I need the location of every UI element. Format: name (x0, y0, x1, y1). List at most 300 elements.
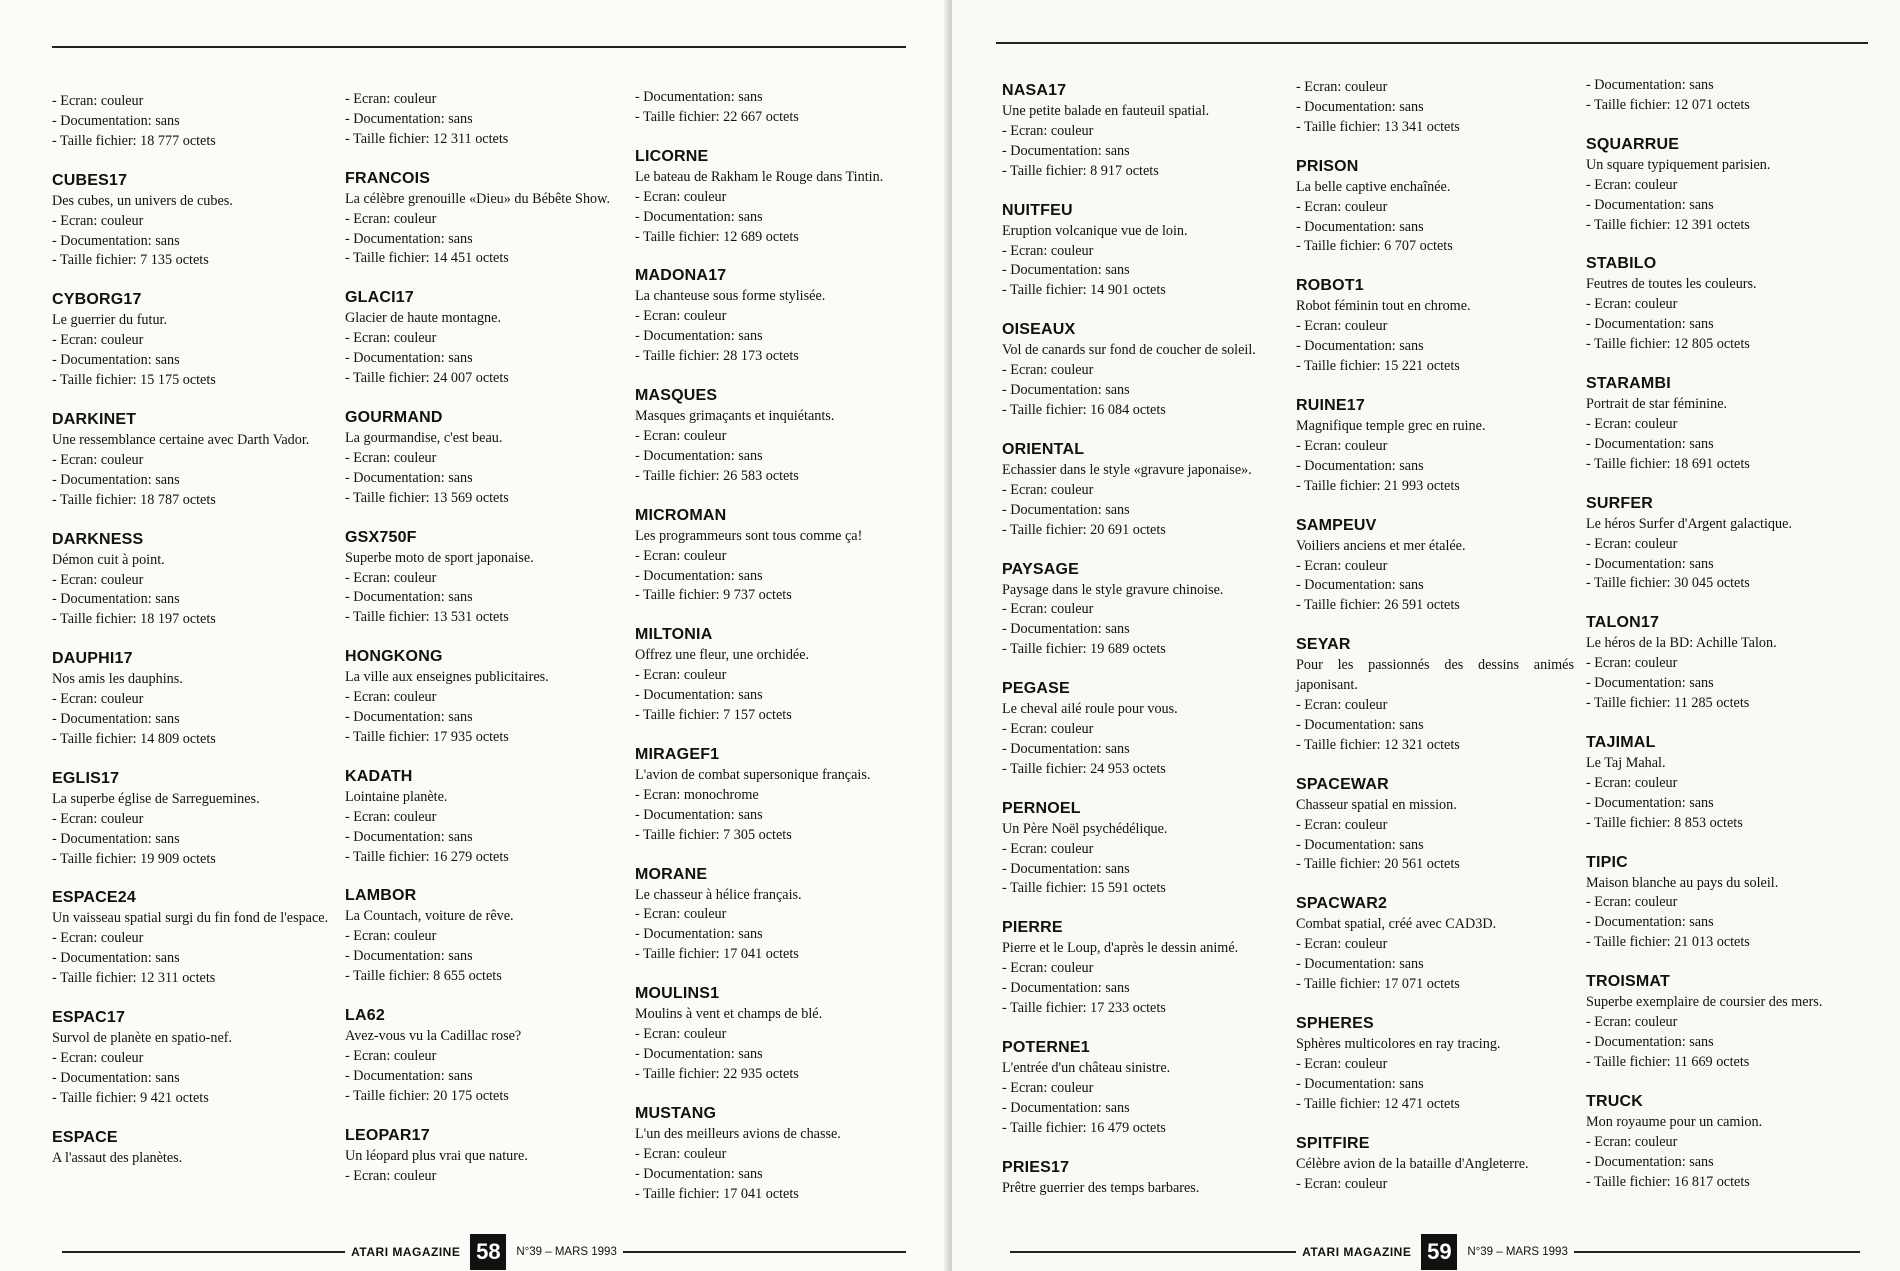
entry-detail: - Documentation: sans (1002, 980, 1130, 997)
entry-detail: - Documentation: sans (635, 328, 763, 345)
page-right (952, 0, 1900, 1271)
entry-detail: - Ecran: couleur (1002, 960, 1094, 977)
page-left (0, 0, 948, 1271)
entry-detail: - Ecran: couleur (1586, 774, 1678, 791)
entry-title: MASQUES (635, 387, 718, 405)
entry-description: La célèbre grenouille «Dieu» du Bébête Show. (345, 190, 611, 207)
entry-detail: - Taille fichier: 18 691 octets (1586, 455, 1750, 472)
entry-detail: - Ecran: couleur (345, 330, 437, 347)
entry-detail: - Taille fichier: 17 233 octets (1002, 1000, 1166, 1017)
catalog-entry (52, 529, 332, 631)
entry-title: MORANE (635, 865, 708, 883)
entry-description: L'un des meilleurs avions de chasse. (635, 1125, 841, 1142)
entry-detail: - Taille fichier: 20 175 octets (345, 1087, 509, 1104)
entry-detail: - Documentation: sans (1296, 956, 1424, 973)
entry-detail: - Taille fichier: 24 007 octets (345, 370, 509, 387)
entry-title: LA62 (345, 1007, 385, 1025)
entry-title: ROBOT1 (1296, 277, 1364, 295)
entry-detail: - Ecran: couleur (635, 188, 727, 205)
top-rule (996, 42, 1868, 44)
entry-title: STABILO (1586, 255, 1657, 273)
catalog-entry (1296, 634, 1574, 756)
entry-detail: - Ecran: couleur (1002, 840, 1094, 857)
entry-detail: - Taille fichier: 15 175 octets (52, 372, 216, 389)
entry-description: Un léopard plus vrai que nature. (345, 1147, 528, 1164)
entry-detail: - Taille fichier: 19 689 octets (1002, 641, 1166, 658)
entry-title: ESPACE (52, 1128, 118, 1146)
catalog-entry (635, 624, 905, 726)
entry-detail: - Taille fichier: 17 041 octets (635, 1185, 799, 1202)
page-footer (1010, 1232, 1860, 1271)
entry-detail: - Taille fichier: 16 817 octets (1586, 1173, 1750, 1190)
catalog-entry (52, 409, 332, 511)
catalog-entry (345, 1005, 617, 1107)
entry-detail: - Taille fichier: 8 655 octets (345, 968, 502, 985)
entry-description: Chasseur spatial en mission. (1296, 796, 1457, 813)
entry-detail: - Taille fichier: 9 737 octets (635, 587, 792, 604)
entry-detail: - Ecran: couleur (1296, 318, 1388, 335)
entry-title: LEOPAR17 (345, 1126, 430, 1144)
entry-title: ESPACE24 (52, 889, 137, 907)
entry-title: RUINE17 (1296, 396, 1365, 414)
entry-title: NUITFEU (1002, 201, 1073, 219)
entry-detail: - Taille fichier: 28 173 octets (635, 348, 799, 365)
entry-detail: - Documentation: sans (635, 1046, 763, 1062)
catalog-entry (345, 646, 617, 748)
entry-description: Feutres de toutes les couleurs. (1586, 276, 1757, 293)
entry-detail: - Documentation: sans (345, 948, 473, 965)
entry-description: Un square typiquement parisien. (1586, 156, 1771, 173)
entry-detail: - Taille fichier: 15 221 octets (1296, 358, 1460, 375)
entry-detail: - Documentation: sans (1002, 501, 1130, 518)
entry-detail: - Taille fichier: 13 569 octets (345, 489, 509, 506)
entry-detail: - Ecran: couleur (1296, 936, 1388, 953)
entry-title: PEGASE (1002, 680, 1070, 698)
entry-description: Magnifique temple grec en ruine. (1296, 417, 1486, 434)
entry-detail: - Documentation: sans (1586, 555, 1714, 572)
entry-title: GSX750F (345, 528, 417, 546)
entry-detail: - Taille fichier: 20 691 octets (1002, 521, 1166, 538)
entry-detail: - Ecran: couleur (1586, 415, 1678, 432)
entry-detail: - Documentation: sans (1586, 435, 1714, 452)
entry-title: PIERRE (1002, 919, 1063, 937)
entry-detail: - Ecran: couleur (1586, 296, 1678, 313)
entry-detail: - Documentation: sans (635, 567, 763, 584)
catalog-entry (1296, 275, 1574, 377)
catalog-entry (1296, 774, 1574, 876)
entry-detail: - Ecran: couleur (635, 427, 727, 444)
entry-detail: - Documentation: sans (1296, 457, 1424, 474)
catalog-entry (1002, 678, 1280, 780)
entry-detail: - Taille fichier: 15 591 octets (1002, 880, 1166, 897)
entry-detail: - Taille fichier: 8 917 octets (1002, 162, 1159, 179)
entry-detail: - Ecran: couleur (52, 1050, 144, 1066)
entry-description: Un vaisseau spatial surgi du fin fond de l'espace. (52, 910, 329, 927)
issue-label: N°39 – MARS 1993 (516, 1246, 617, 1258)
entry-title: DAUPHI17 (52, 650, 133, 668)
entry-description: Moulins à vent et champs de blé. (635, 1006, 823, 1023)
entry-description: Survol de planète en spatio-nef. (52, 1030, 233, 1047)
entry-description: Nos amis les dauphins. (52, 671, 183, 688)
entry-detail: - Ecran: couleur (635, 308, 727, 325)
entry-detail: - Taille fichier: 18 787 octets (52, 491, 216, 508)
entry-detail: - Documentation: sans (1296, 836, 1424, 853)
entry-detail: - Ecran: couleur (1586, 535, 1678, 552)
entry-title: LAMBOR (345, 887, 417, 905)
entry-description: Le bateau de Rakham le Rouge dans Tintin. (635, 168, 884, 185)
entry-detail: - Ecran: couleur (345, 1167, 437, 1184)
column-2 (1296, 78, 1574, 1194)
catalog-entry (635, 744, 905, 846)
entry-detail: - Documentation: sans (1586, 794, 1714, 811)
column-1 (52, 92, 332, 1169)
catalog-entry (1586, 612, 1856, 714)
entry-detail: - Documentation: sans (52, 950, 180, 967)
catalog-entry (1586, 253, 1856, 355)
entry-description: Une ressemblance certaine avec Darth Vador. (52, 431, 310, 448)
catalog-entry (635, 385, 905, 487)
entry-detail: - Ecran: couleur (1002, 601, 1094, 618)
entry-detail: - Ecran: couleur (52, 810, 144, 827)
catalog-entry (1296, 893, 1574, 995)
entry-detail: - Taille fichier: 14 451 octets (345, 250, 509, 267)
entry-title: MILTONIA (635, 626, 713, 644)
catalog-entry (52, 92, 332, 152)
column-3 (635, 88, 905, 1204)
entry-description: Avez-vous vu la Cadillac rose? (345, 1028, 522, 1045)
catalog-entry (1586, 852, 1856, 954)
entry-title: CYBORG17 (52, 291, 142, 309)
entry-title: PRISON (1296, 157, 1359, 175)
entry-title: CUBES17 (52, 171, 128, 189)
entry-detail: - Taille fichier: 12 311 octets (52, 970, 216, 987)
entry-detail: - Taille fichier: 12 471 octets (1296, 1095, 1460, 1112)
entry-detail: - Documentation: sans (1296, 338, 1424, 355)
catalog-entry (1002, 917, 1280, 1019)
catalog-entry (1002, 559, 1280, 661)
entry-description: La gourmandise, c'est beau. (345, 429, 503, 446)
entry-description: Le Taj Mahal. (1586, 754, 1666, 771)
entry-description: Glacier de haute montagne. (345, 310, 501, 327)
entry-description: Paysage dans le style gravure chinoise. (1002, 581, 1224, 598)
entry-detail: - Documentation: sans (345, 828, 473, 845)
entry-description: L'entrée d'un château sinistre. (1002, 1060, 1171, 1076)
catalog-entry (1586, 76, 1856, 116)
catalog-entry (1586, 971, 1856, 1073)
entry-title: MUSTANG (635, 1104, 717, 1122)
column-1 (1002, 80, 1280, 1199)
entry-detail: - Taille fichier: 11 285 octets (1586, 695, 1750, 712)
entry-description: L'avion de combat supersonique français. (635, 766, 871, 783)
entry-detail: - Documentation: sans (52, 232, 180, 249)
entry-description: Robot féminin tout en chrome. (1296, 298, 1471, 315)
entry-detail: - Ecran: couleur (1002, 481, 1094, 498)
entry-description: La belle captive enchaînée. (1296, 178, 1451, 195)
entry-detail: - Taille fichier: 24 953 octets (1002, 760, 1166, 777)
catalog-entry (1296, 1013, 1574, 1115)
catalog-entry (1002, 1157, 1280, 1199)
entry-detail: - Documentation: sans (1002, 382, 1130, 399)
catalog-entry (1296, 78, 1574, 138)
catalog-entry (1586, 1091, 1856, 1193)
entry-description: Célèbre avion de la bataille d'Angleterre. (1296, 1155, 1529, 1172)
catalog-entry (1296, 156, 1574, 258)
entry-detail: - Ecran: couleur (635, 906, 727, 923)
catalog-entry (1002, 439, 1280, 541)
entry-description: Le héros de la BD: Achille Talon. (1586, 635, 1777, 652)
column-2 (345, 90, 617, 1187)
catalog-entry (635, 88, 905, 128)
entry-detail: - Taille fichier: 17 071 octets (1296, 976, 1460, 993)
footer-rule (1010, 1251, 1296, 1253)
entry-description: Offrez une fleur, une orchidée. (635, 647, 810, 664)
catalog-entry (1586, 493, 1856, 595)
entry-detail: - Documentation: sans (52, 830, 180, 847)
entry-detail: - Ecran: couleur (1586, 655, 1678, 672)
entry-title: GLACI17 (345, 289, 414, 307)
catalog-entry (1002, 80, 1280, 182)
entry-detail: - Taille fichier: 14 901 octets (1002, 282, 1166, 299)
entry-detail: - Taille fichier: 26 583 octets (635, 467, 799, 484)
catalog-entry (345, 168, 617, 270)
entry-description: Combat spatial, créé avec CAD3D. (1296, 916, 1497, 933)
entry-detail: - Ecran: couleur (1002, 122, 1094, 139)
entry-detail: - Documentation: sans (52, 112, 180, 129)
catalog-entry (1296, 515, 1574, 617)
entry-title: EGLIS17 (52, 769, 120, 787)
entry-detail: - Ecran: couleur (345, 449, 437, 466)
catalog-entry (345, 1125, 617, 1187)
entry-description: A l'assaut des planètes. (52, 1149, 183, 1166)
entry-detail: - Taille fichier: 22 667 octets (635, 108, 799, 125)
entry-detail: - Ecran: couleur (345, 210, 437, 227)
entry-title: OISEAUX (1002, 321, 1076, 339)
entry-detail: - Documentation: sans (1002, 621, 1130, 638)
entry-detail: - Ecran: couleur (1296, 697, 1388, 714)
entry-description: La superbe église de Sarreguemines. (52, 790, 260, 807)
entry-detail: - Taille fichier: 7 157 octets (635, 707, 792, 724)
catalog-entry (1296, 395, 1574, 497)
entry-description: Portrait de star féminine. (1586, 396, 1728, 413)
entry-detail: - Documentation: sans (635, 687, 763, 704)
entry-detail: - Documentation: sans (635, 208, 763, 225)
entry-detail: - Taille fichier: 18 777 octets (52, 132, 216, 149)
entry-detail: - Documentation: sans (635, 89, 763, 105)
entry-title: SQUARRUE (1586, 135, 1680, 153)
entry-title: GOURMAND (345, 408, 443, 426)
footer-rule (62, 1251, 345, 1253)
entry-description: Le héros Surfer d'Argent galactique. (1586, 515, 1792, 532)
entry-title: FRANCOIS (345, 169, 431, 187)
entry-detail: - Ecran: couleur (52, 451, 144, 468)
entry-detail: - Taille fichier: 12 689 octets (635, 228, 799, 245)
column-3 (1586, 76, 1856, 1192)
entry-detail: - Ecran: couleur (1296, 1175, 1388, 1192)
entry-detail: - Taille fichier: 14 809 octets (52, 730, 216, 747)
entry-description: Echassier dans le style «gravure japonaise». (1002, 461, 1252, 478)
entry-detail: - Taille fichier: 21 993 octets (1296, 477, 1460, 494)
entry-detail: - Documentation: sans (635, 806, 763, 823)
entry-detail: - Documentation: sans (1296, 716, 1424, 733)
entry-title: TAJIMAL (1586, 733, 1656, 751)
entry-detail: - Documentation: sans (52, 352, 180, 369)
entry-detail: - Ecran: couleur (1002, 362, 1094, 379)
entry-detail: - Documentation: sans (635, 447, 763, 464)
entry-title: MOULINS1 (635, 985, 720, 1003)
entry-description: Une petite balade en fauteuil spatial. (1002, 103, 1210, 119)
entry-title: MADONA17 (635, 267, 727, 285)
entry-description: La chanteuse sous forme stylisée. (635, 288, 826, 305)
entry-detail: - Ecran: couleur (1002, 721, 1094, 738)
entry-detail: - Ecran: couleur (1296, 557, 1388, 574)
entry-title: ORIENTAL (1002, 440, 1085, 458)
entry-description: Un Père Noël psychédélique. (1002, 820, 1168, 837)
entry-title: POTERNE1 (1002, 1039, 1090, 1056)
entry-detail: - Ecran: couleur (345, 569, 437, 586)
entry-title: TROISMAT (1586, 973, 1670, 991)
entry-detail: - Documentation: sans (1586, 196, 1714, 213)
entry-detail: - Documentation: sans (52, 591, 180, 608)
catalog-entry (1002, 798, 1280, 900)
entry-description: Prêtre guerrier des temps barbares. (1002, 1179, 1200, 1196)
entry-detail: - Taille fichier: 16 279 octets (345, 848, 509, 865)
page-footer (62, 1232, 906, 1271)
entry-detail: - Ecran: couleur (345, 1048, 437, 1064)
entry-detail: - Documentation: sans (345, 1067, 473, 1084)
entry-detail: - Documentation: sans (345, 350, 473, 367)
entry-detail: - Ecran: couleur (345, 928, 437, 945)
catalog-entry (1002, 200, 1280, 302)
entry-description: Démon cuit à point. (52, 551, 165, 568)
entry-detail: - Documentation: sans (345, 110, 473, 127)
entry-detail: - Taille fichier: 20 561 octets (1296, 856, 1460, 873)
entry-title: LICORNE (635, 147, 709, 165)
entry-detail: - Ecran: couleur (52, 212, 144, 229)
entry-description: Voiliers anciens et mer étalée. (1296, 537, 1466, 554)
entry-title: ESPAC17 (52, 1009, 126, 1027)
entry-detail: - Taille fichier: 16 084 octets (1002, 401, 1166, 418)
entry-description: Superbe exemplaire de coursier des mers. (1586, 994, 1823, 1011)
entry-description: La ville aux enseignes publicitaires. (345, 669, 549, 686)
entry-detail: - Documentation: sans (1002, 740, 1130, 757)
entry-detail: - Taille fichier: 12 391 octets (1586, 216, 1750, 233)
entry-detail: - Ecran: couleur (1586, 176, 1678, 193)
catalog-entry (1296, 1133, 1574, 1195)
entry-title: TIPIC (1586, 853, 1628, 871)
entry-detail: - Ecran: couleur (635, 1145, 727, 1162)
entry-detail: - Taille fichier: 12 805 octets (1586, 336, 1750, 353)
entry-detail: - Documentation: sans (345, 589, 473, 606)
entry-description: La Countach, voiture de rêve. (345, 908, 514, 925)
entry-description: Maison blanche au pays du soleil. (1586, 874, 1779, 891)
entry-detail: - Ecran: couleur (635, 547, 727, 564)
catalog-entry (1586, 732, 1856, 834)
entry-title: TALON17 (1586, 614, 1660, 632)
entry-detail: - Documentation: sans (635, 926, 763, 943)
entry-detail: - Ecran: couleur (1296, 198, 1388, 215)
entry-detail: - Taille fichier: 8 853 octets (1586, 814, 1743, 831)
entry-detail: - Taille fichier: 13 341 octets (1296, 118, 1460, 135)
entry-detail: - Taille fichier: 22 935 octets (635, 1065, 799, 1082)
entry-detail: - Documentation: sans (1296, 1075, 1424, 1092)
catalog-entry (345, 407, 617, 509)
entry-title: SPHERES (1296, 1015, 1374, 1032)
entry-detail: - Ecran: couleur (52, 93, 144, 109)
catalog-entry (52, 887, 332, 989)
catalog-entry (52, 768, 332, 870)
entry-detail: - Ecran: couleur (1586, 1014, 1678, 1031)
magazine-name: ATARI MAGAZINE (351, 1245, 461, 1259)
entry-description: Le guerrier du futur. (52, 312, 168, 329)
entry-detail: - Documentation: sans (52, 1069, 180, 1086)
entry-detail: - Ecran: couleur (1296, 437, 1388, 454)
entry-title: PRIES17 (1002, 1158, 1070, 1176)
entry-detail: - Documentation: sans (52, 711, 180, 728)
page-number: 58 (470, 1234, 506, 1270)
entry-description: Masques grimaçants et inquiétants. (635, 408, 835, 425)
catalog-entry (345, 527, 617, 629)
entry-title: HONGKONG (345, 648, 443, 666)
top-rule (52, 46, 906, 48)
entry-detail: - Taille fichier: 26 591 octets (1296, 597, 1460, 614)
entry-detail: - Ecran: couleur (345, 808, 437, 825)
entry-title: TRUCK (1586, 1092, 1643, 1110)
entry-detail: - Ecran: couleur (635, 1026, 727, 1043)
entry-detail: - Taille fichier: 16 479 octets (1002, 1119, 1166, 1136)
catalog-entry (1002, 319, 1280, 421)
entry-detail: - Taille fichier: 9 421 octets (52, 1089, 209, 1106)
entry-detail: - Taille fichier: 7 305 octets (635, 826, 792, 843)
catalog-entry (345, 287, 617, 389)
entry-title: MIRAGEF1 (635, 745, 720, 763)
entry-description: Le cheval ailé roule pour vous. (1002, 701, 1178, 718)
entry-description: Eruption volcanique vue de loin. (1002, 222, 1188, 239)
entry-detail: - Documentation: sans (1586, 77, 1714, 93)
entry-detail: - Documentation: sans (1586, 1153, 1714, 1170)
catalog-entry (345, 90, 617, 150)
entry-detail: - Ecran: couleur (1586, 1133, 1678, 1150)
footer-rule (1574, 1251, 1860, 1253)
entry-detail: - Documentation: sans (635, 1165, 763, 1182)
entry-detail: - Ecran: couleur (635, 667, 727, 684)
entry-detail: - Documentation: sans (345, 469, 473, 486)
entry-detail: - Ecran: couleur (1296, 1055, 1388, 1072)
entry-detail: - Documentation: sans (345, 709, 473, 726)
entry-detail: - Documentation: sans (1296, 577, 1424, 594)
entry-detail: - Taille fichier: 12 311 octets (345, 130, 509, 147)
entry-title: SPITFIRE (1296, 1134, 1370, 1152)
magazine-name: ATARI MAGAZINE (1302, 1245, 1412, 1259)
catalog-entry (635, 265, 905, 367)
entry-description: Lointaine planète. (345, 788, 448, 805)
entry-description: Sphères multicolores en ray tracing. (1296, 1036, 1501, 1052)
catalog-entry (52, 1007, 332, 1109)
catalog-entry (1586, 373, 1856, 475)
entry-description: Le chasseur à hélice français. (635, 886, 802, 903)
entry-title: KADATH (345, 767, 413, 785)
entry-detail: - Documentation: sans (1586, 316, 1714, 333)
entry-detail: - Ecran: couleur (52, 691, 144, 708)
entry-title: SAMPEUV (1296, 516, 1377, 534)
entry-detail: - Ecran: couleur (52, 571, 144, 588)
entry-detail: - Ecran: couleur (1296, 79, 1388, 95)
entry-detail: - Ecran: couleur (1296, 816, 1388, 833)
entry-detail: - Documentation: sans (1002, 860, 1130, 877)
entry-detail: - Documentation: sans (1586, 675, 1714, 692)
entry-description: Pierre et le Loup, d'après le dessin animé. (1002, 940, 1239, 957)
catalog-entry (1586, 134, 1856, 236)
entry-description: Pour les passionnés des dessins animés japonisant. (1296, 657, 1574, 694)
